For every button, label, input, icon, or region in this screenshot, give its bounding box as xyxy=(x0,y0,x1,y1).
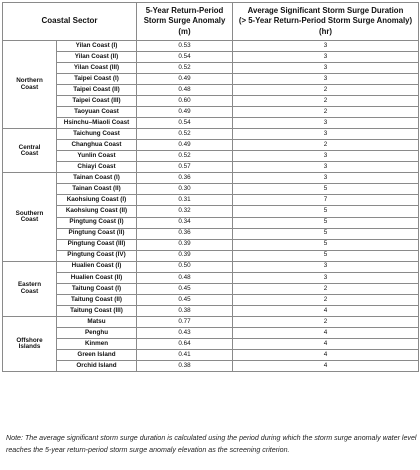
coast-cell: Orchid Island xyxy=(57,360,137,371)
coast-cell: Taipei Coast (III) xyxy=(57,96,137,107)
duration-cell: 3 xyxy=(233,162,419,173)
duration-cell: 5 xyxy=(233,250,419,261)
duration-cell: 5 xyxy=(233,217,419,228)
anomaly-cell: 0.39 xyxy=(137,250,233,261)
table-row xyxy=(3,305,419,316)
anomaly-cell: 0.36 xyxy=(137,228,233,239)
coastal-sector-header xyxy=(3,3,137,41)
duration-cell: 3 xyxy=(233,63,419,74)
coast-cell: Hsinchu–Miaoli Coast xyxy=(57,118,137,129)
table-row xyxy=(3,162,419,173)
coast-cell: Taitung Coast (I) xyxy=(57,283,137,294)
region-name-line2: Coast xyxy=(20,149,39,157)
anomaly-cell: 0.38 xyxy=(137,360,233,371)
coastal-sector-header-text: Coastal Sector xyxy=(41,16,98,26)
anomaly-cell: 0.48 xyxy=(137,85,233,96)
anomaly-cell: 0.31 xyxy=(137,195,233,206)
anomaly-cell: 0.52 xyxy=(137,63,233,74)
duration-cell: 3 xyxy=(233,272,419,283)
coast-cell: Pingtung Coast (I) xyxy=(57,217,137,228)
table-row xyxy=(3,360,419,371)
region-name-line1: Eastern xyxy=(17,281,42,289)
duration-cell: 4 xyxy=(233,349,419,360)
duration-cell: 2 xyxy=(233,140,419,151)
coast-cell: Taipei Coast (II) xyxy=(57,85,137,96)
duration-cell: 3 xyxy=(233,173,419,184)
region-name-line2: Coast xyxy=(20,216,39,223)
region-name-line2: Coast xyxy=(20,287,39,295)
coast-cell: Yunlin Coast xyxy=(57,151,137,162)
coast-cell: Kinmen xyxy=(57,338,137,349)
coast-cell: Taoyuan Coast xyxy=(57,107,137,118)
table-row xyxy=(3,261,419,272)
table-row xyxy=(3,107,419,118)
table-row xyxy=(3,129,419,140)
duration-cell: 2 xyxy=(233,96,419,107)
coast-cell: Hualien Coast (I) xyxy=(57,261,137,272)
table-row xyxy=(3,52,419,63)
table-row xyxy=(3,184,419,195)
duration-header-line1: Average Significant Storm Surge Duration xyxy=(247,5,404,15)
coast-cell: Pingtung Coast (IV) xyxy=(57,250,137,261)
anomaly-cell: 0.34 xyxy=(137,217,233,228)
anomaly-cell: 0.41 xyxy=(137,349,233,360)
anomaly-cell: 0.45 xyxy=(137,283,233,294)
table-row xyxy=(3,206,419,217)
anomaly-cell: 0.30 xyxy=(137,184,233,195)
coast-cell: Taitung Coast (II) xyxy=(57,294,137,305)
table-row xyxy=(3,228,419,239)
coast-cell: Kaohsiung Coast (I) xyxy=(57,195,137,206)
table-row xyxy=(3,294,419,305)
anomaly-cell: 0.39 xyxy=(137,239,233,250)
coast-cell: Green Island xyxy=(57,349,137,360)
duration-cell: 2 xyxy=(233,283,419,294)
coast-cell: Yilan Coast (II) xyxy=(57,52,137,63)
coast-cell: Changhua Coast xyxy=(57,140,137,151)
duration-cell: 4 xyxy=(233,327,419,338)
table-row xyxy=(3,63,419,74)
coast-cell: Matsu xyxy=(57,316,137,327)
anomaly-cell: 0.52 xyxy=(137,129,233,140)
duration-cell: 2 xyxy=(233,85,419,96)
coast-cell: Pingtung Coast (II) xyxy=(57,228,137,239)
anomaly-cell: 0.77 xyxy=(137,316,233,327)
table-row xyxy=(3,173,419,184)
region-cell xyxy=(3,41,57,129)
anomaly-cell: 0.45 xyxy=(137,294,233,305)
duration-cell: 3 xyxy=(233,151,419,162)
anomaly-cell: 0.38 xyxy=(137,305,233,316)
table-row xyxy=(3,217,419,228)
anomaly-cell: 0.49 xyxy=(137,140,233,151)
table-row xyxy=(3,195,419,206)
table-row xyxy=(3,74,419,85)
duration-cell: 3 xyxy=(233,261,419,272)
coast-cell: Yilan Coast (I) xyxy=(57,41,137,52)
coast-cell: Tainan Coast (II) xyxy=(57,184,137,195)
anomaly-cell: 0.53 xyxy=(137,41,233,52)
region-cell xyxy=(3,173,57,261)
region-name-line2: Coast xyxy=(20,83,39,91)
table-row xyxy=(3,85,419,96)
region-name-line1: Central xyxy=(18,143,41,151)
table-row xyxy=(3,327,419,338)
table-row xyxy=(3,338,419,349)
table-row xyxy=(3,41,419,52)
anomaly-cell: 0.54 xyxy=(137,118,233,129)
duration-cell: 4 xyxy=(233,360,419,371)
duration-header-line2: (> 5-Year Return-Period Storm Surge Anomaly) xyxy=(238,16,413,26)
header-row xyxy=(3,3,419,41)
anomaly-cell: 0.52 xyxy=(137,151,233,162)
coast-cell: Chiayi Coast xyxy=(57,162,137,173)
duration-header-unit: (hr) xyxy=(319,26,332,36)
coast-cell: Taipei Coast (I) xyxy=(57,74,137,85)
region-name-line1: Southern xyxy=(15,209,44,217)
coast-cell: Kaohsiung Coast (II) xyxy=(57,206,137,217)
table-body xyxy=(3,41,419,372)
duration-cell: 3 xyxy=(233,41,419,52)
anomaly-cell: 0.57 xyxy=(137,162,233,173)
coast-cell: Penghu xyxy=(57,327,137,338)
anomaly-cell: 0.54 xyxy=(137,52,233,63)
table-header xyxy=(3,3,419,41)
table-row xyxy=(3,239,419,250)
table-row xyxy=(3,250,419,261)
anomaly-header-unit: (m) xyxy=(178,26,191,36)
table-row xyxy=(3,118,419,129)
table-row xyxy=(3,316,419,327)
duration-cell: 5 xyxy=(233,184,419,195)
duration-cell: 5 xyxy=(233,206,419,217)
duration-cell: 3 xyxy=(233,74,419,85)
anomaly-cell: 0.60 xyxy=(137,96,233,107)
duration-cell: 2 xyxy=(233,294,419,305)
anomaly-header-line1: 5-Year Return-Period xyxy=(145,5,224,15)
anomaly-cell: 0.32 xyxy=(137,206,233,217)
anomaly-cell: 0.36 xyxy=(137,173,233,184)
anomaly-header-line2: Storm Surge Anomaly xyxy=(143,16,226,26)
anomaly-cell: 0.49 xyxy=(137,74,233,85)
duration-cell: 2 xyxy=(233,107,419,118)
region-cell xyxy=(3,129,57,173)
table-row xyxy=(3,349,419,360)
region-name-line1: Offshore xyxy=(16,336,43,344)
coast-cell: Yilan Coast (III) xyxy=(57,63,137,74)
storm-surge-document xyxy=(2,2,418,454)
note-text: The average significant storm surge duration is calculated using the period during which the storm surge anomaly water level reaches the 5-year return-period storm surge anomaly elevation as the screening criterion. xyxy=(6,434,417,454)
anomaly-cell: 0.48 xyxy=(137,272,233,283)
table-row xyxy=(3,151,419,162)
table-row xyxy=(3,140,419,151)
duration-cell: 5 xyxy=(233,228,419,239)
duration-cell: 3 xyxy=(233,129,419,140)
surge-duration-header xyxy=(233,3,419,41)
table-note xyxy=(6,432,418,456)
duration-cell: 7 xyxy=(233,195,419,206)
note-label: Note: xyxy=(6,434,23,442)
duration-cell: 2 xyxy=(233,316,419,327)
region-cell xyxy=(3,316,57,371)
region-name-line2: Islands xyxy=(18,342,41,350)
coast-cell: Taichung Coast xyxy=(57,129,137,140)
table-row xyxy=(3,272,419,283)
duration-cell: 4 xyxy=(233,305,419,316)
storm-surge-anomaly-header xyxy=(137,3,233,41)
table-row xyxy=(3,283,419,294)
region-name-line1: Northern xyxy=(16,77,43,85)
anomaly-cell: 0.64 xyxy=(137,338,233,349)
anomaly-cell: 0.50 xyxy=(137,261,233,272)
anomaly-cell: 0.43 xyxy=(137,327,233,338)
region-cell xyxy=(3,261,57,316)
anomaly-cell: 0.49 xyxy=(137,107,233,118)
coast-cell: Pingtung Coast (III) xyxy=(57,239,137,250)
coast-cell: Tainan Coast (I) xyxy=(57,173,137,184)
duration-cell: 4 xyxy=(233,338,419,349)
duration-cell: 5 xyxy=(233,239,419,250)
duration-cell: 3 xyxy=(233,118,419,129)
table-row xyxy=(3,96,419,107)
storm-surge-table xyxy=(2,2,419,372)
coast-cell: Hualien Coast (II) xyxy=(57,272,137,283)
coast-cell: Taitung Coast (III) xyxy=(57,305,137,316)
duration-cell: 3 xyxy=(233,52,419,63)
